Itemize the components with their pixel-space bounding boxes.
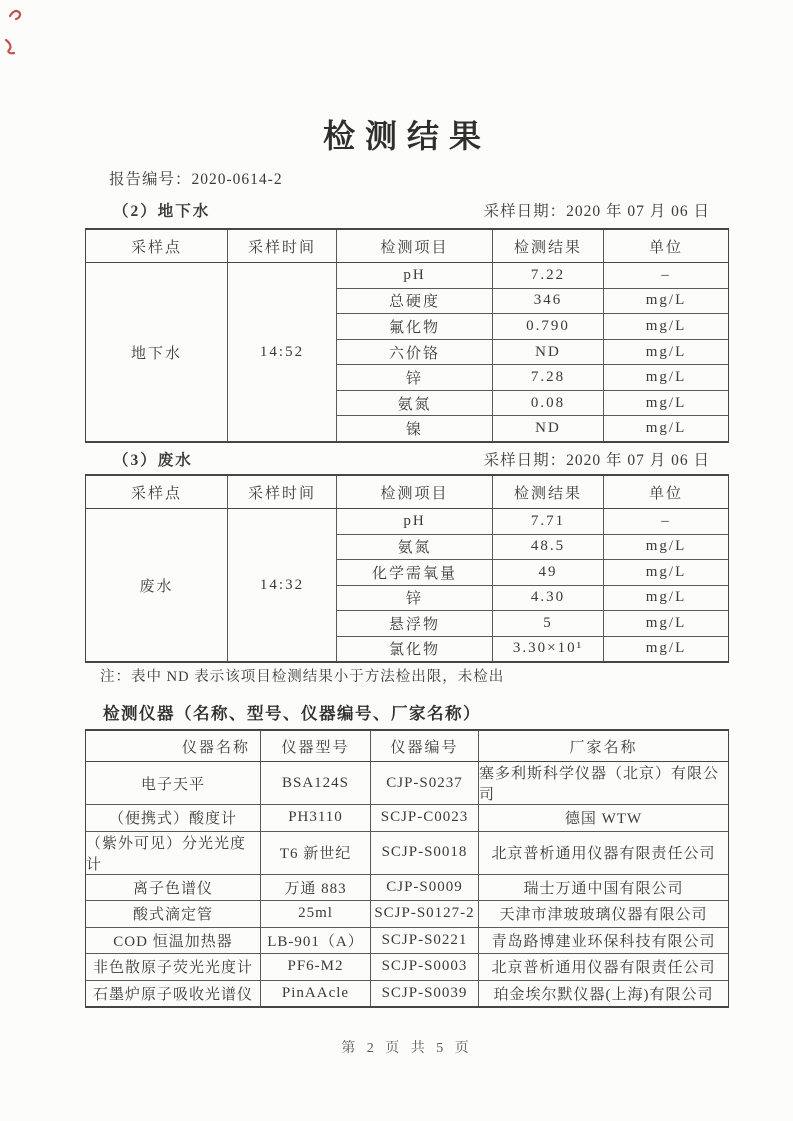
instrument-row bbox=[86, 875, 728, 902]
red-scan-mark bbox=[8, 7, 24, 23]
section-heading: （2）地下水 bbox=[113, 203, 211, 220]
test-item-cell: 总硬度 bbox=[337, 289, 493, 314]
test-item-cell: 镍 bbox=[337, 416, 493, 441]
result-row bbox=[337, 340, 728, 366]
instrument-row bbox=[86, 981, 728, 1007]
instrument-serial-cell: CJP-S0237 bbox=[371, 762, 479, 804]
result-row bbox=[337, 314, 728, 340]
wastewater-results-table bbox=[85, 474, 729, 663]
col-header-instrument-model: 仪器型号 bbox=[261, 731, 371, 761]
instrument-name-cell: 非色散原子荧光光度计 bbox=[86, 954, 261, 980]
unit-cell: mg/L bbox=[645, 589, 687, 606]
instrument-row bbox=[86, 901, 728, 928]
instrument-row bbox=[86, 832, 728, 875]
instrument-row bbox=[86, 928, 728, 955]
unit-cell: – bbox=[661, 512, 671, 529]
sampling-date: 采样日期：2020 年 07 月 06 日 bbox=[483, 452, 710, 469]
result-rows bbox=[337, 509, 728, 661]
test-result-cell: 48.5 bbox=[493, 535, 604, 560]
instrument-name-cell: 酸式滴定管 bbox=[86, 901, 261, 927]
col-header-unit: 单位 bbox=[648, 239, 683, 256]
manufacturer-cell: 青岛路博建业环保科技有限公司 bbox=[491, 933, 716, 950]
section-groundwater-heading-line bbox=[85, 199, 729, 221]
test-result-cell: 49 bbox=[493, 560, 604, 585]
instrument-name-cell: （便携式）酸度计 bbox=[86, 805, 261, 831]
red-scan-mark bbox=[2, 38, 17, 56]
test-item-cell: pH bbox=[337, 509, 493, 534]
instrument-model-cell: BSA124S bbox=[261, 762, 371, 804]
col-header-manufacturer: 厂家名称 bbox=[569, 739, 638, 756]
test-result-cell: 7.28 bbox=[493, 365, 604, 390]
result-rows bbox=[337, 263, 728, 441]
test-result-cell: 346 bbox=[493, 289, 604, 314]
result-row bbox=[337, 535, 728, 561]
table-header-row bbox=[86, 731, 728, 762]
col-header-sampling-point: 采样点 bbox=[86, 476, 228, 508]
instrument-row bbox=[86, 762, 728, 805]
sampling-time-cell: 14:52 bbox=[228, 263, 337, 441]
unit-cell: – bbox=[661, 266, 671, 283]
instrument-name-cell: 离子色谱仪 bbox=[86, 875, 261, 901]
nd-footnote: 注：表中 ND 表示该项目检测结果小于方法检出限，未检出 bbox=[100, 669, 505, 685]
result-row bbox=[337, 263, 728, 289]
test-result-cell: 0.790 bbox=[493, 314, 604, 339]
instrument-model-cell: PF6-M2 bbox=[261, 954, 371, 980]
instrument-serial-cell: SCJP-S0039 bbox=[371, 981, 479, 1007]
col-header-sampling-time: 采样时间 bbox=[228, 230, 337, 262]
table-body bbox=[86, 509, 728, 661]
red-scan-mark-stroke bbox=[6, 40, 14, 53]
red-scan-mark-stroke bbox=[10, 11, 20, 19]
unit-cell: mg/L bbox=[645, 369, 687, 386]
sampling-point-cell: 地下水 bbox=[86, 263, 228, 441]
test-item-cell: 锌 bbox=[337, 365, 493, 390]
test-result-cell: 7.22 bbox=[493, 263, 604, 288]
test-item-cell: 氨氮 bbox=[337, 535, 493, 560]
instrument-name-cell: （紫外可见）分光光度计 bbox=[86, 832, 261, 874]
col-header-test-result: 检测结果 bbox=[493, 476, 604, 508]
unit-cell: mg/L bbox=[645, 420, 687, 437]
unit-cell: mg/L bbox=[645, 563, 687, 580]
instrument-rows bbox=[86, 762, 728, 1006]
result-row bbox=[337, 509, 728, 535]
test-item-cell: 氟化物 bbox=[337, 314, 493, 339]
manufacturer-cell: 珀金埃尔默仪器(上海)有限公司 bbox=[493, 986, 714, 1003]
result-row bbox=[337, 365, 728, 391]
instrument-model-cell: T6 新世纪 bbox=[261, 832, 371, 874]
unit-cell: mg/L bbox=[645, 343, 687, 360]
instrument-model-cell: PH3110 bbox=[261, 805, 371, 831]
col-header-sampling-point: 采样点 bbox=[86, 230, 228, 262]
section-wastewater-heading-line bbox=[85, 448, 729, 470]
instruments-section-heading: 检测仪器（名称、型号、仪器编号、厂家名称） bbox=[103, 704, 481, 723]
report-number-value: 2020-0614-2 bbox=[191, 171, 283, 188]
sampling-date: 采样日期：2020 年 07 月 06 日 bbox=[483, 203, 710, 220]
test-result-cell: 4.30 bbox=[493, 586, 604, 611]
test-item-cell: 锌 bbox=[337, 586, 493, 611]
instruments-table bbox=[85, 729, 729, 1008]
manufacturer-cell: 德国 WTW bbox=[564, 811, 643, 828]
col-header-test-item: 检测项目 bbox=[337, 476, 493, 508]
test-item-cell: 氨氮 bbox=[337, 391, 493, 416]
sampling-time-cell: 14:32 bbox=[228, 509, 337, 661]
test-item-cell: pH bbox=[337, 263, 493, 288]
manufacturer-cell: 瑞士万通中国有限公司 bbox=[523, 880, 684, 897]
manufacturer-cell: 北京普析通用仪器有限责任公司 bbox=[491, 846, 716, 862]
test-item-cell: 悬浮物 bbox=[337, 611, 493, 636]
instrument-serial-cell: SCJP-S0003 bbox=[371, 954, 479, 980]
manufacturer-cell: 北京普析通用仪器有限责任公司 bbox=[491, 960, 716, 977]
col-header-unit: 单位 bbox=[648, 485, 683, 502]
instrument-name-cell: 电子天平 bbox=[86, 762, 261, 804]
instrument-name-cell: COD 恒温加热器 bbox=[86, 928, 261, 954]
result-row bbox=[337, 586, 728, 612]
test-result-cell: 0.08 bbox=[493, 391, 604, 416]
sampling-point-cell: 废水 bbox=[86, 509, 228, 661]
unit-cell: mg/L bbox=[645, 317, 687, 334]
unit-cell: mg/L bbox=[645, 292, 687, 309]
instrument-serial-cell: SCJP-S0127-2 bbox=[371, 901, 479, 927]
instrument-row bbox=[86, 954, 728, 981]
col-header-test-item: 检测项目 bbox=[337, 230, 493, 262]
test-result-cell: 3.30×10¹ bbox=[493, 637, 604, 662]
test-item-cell: 化学需氧量 bbox=[337, 560, 493, 585]
result-row bbox=[337, 560, 728, 586]
col-header-sampling-time: 采样时间 bbox=[228, 476, 337, 508]
col-header-instrument-serial: 仪器编号 bbox=[371, 731, 479, 761]
test-item-cell: 六价铬 bbox=[337, 340, 493, 365]
col-header-instrument-name: 仪器名称 bbox=[86, 731, 261, 761]
table-header-row bbox=[86, 230, 728, 263]
report-number-line bbox=[109, 167, 283, 189]
result-row bbox=[337, 637, 728, 662]
table-body bbox=[86, 263, 728, 441]
unit-cell: mg/L bbox=[645, 538, 687, 555]
instrument-model-cell: 万通 883 bbox=[261, 875, 371, 901]
instrument-serial-cell: SCJP-C0023 bbox=[371, 805, 479, 831]
report-number-label: 报告编号： bbox=[109, 171, 192, 188]
unit-cell: mg/L bbox=[645, 640, 687, 657]
test-result-cell: ND bbox=[493, 340, 604, 365]
instrument-serial-cell: SCJP-S0221 bbox=[371, 928, 479, 954]
result-row bbox=[337, 611, 728, 637]
unit-cell: mg/L bbox=[645, 394, 687, 411]
section-heading: （3）废水 bbox=[113, 452, 193, 469]
instrument-model-cell: LB-901（A） bbox=[261, 928, 371, 954]
instrument-model-cell: PinAAcle bbox=[261, 981, 371, 1007]
test-result-cell: 5 bbox=[493, 611, 604, 636]
instrument-model-cell: 25ml bbox=[261, 901, 371, 927]
test-item-cell: 氯化物 bbox=[337, 637, 493, 662]
table-header-row bbox=[86, 476, 728, 509]
manufacturer-cell: 塞多利斯科学仪器（北京）有限公司 bbox=[479, 766, 720, 803]
instrument-serial-cell: CJP-S0009 bbox=[371, 875, 479, 901]
manufacturer-cell: 天津市津玻玻璃仪器有限公司 bbox=[499, 907, 708, 924]
instrument-row bbox=[86, 805, 728, 832]
result-row bbox=[337, 416, 728, 441]
result-row bbox=[337, 289, 728, 315]
col-header-test-result: 检测结果 bbox=[493, 230, 604, 262]
page-content bbox=[85, 0, 729, 1121]
instrument-serial-cell: SCJP-S0018 bbox=[371, 832, 479, 874]
test-result-cell: 7.71 bbox=[493, 509, 604, 534]
groundwater-results-table bbox=[85, 228, 729, 443]
page-title: 检测结果 bbox=[322, 118, 491, 154]
unit-cell: mg/L bbox=[645, 614, 687, 631]
result-row bbox=[337, 391, 728, 417]
page-number-footer: 第 2 页 共 5 页 bbox=[341, 1041, 473, 1056]
test-result-cell: ND bbox=[493, 416, 604, 441]
instrument-name-cell: 石墨炉原子吸收光谱仪 bbox=[86, 981, 261, 1007]
